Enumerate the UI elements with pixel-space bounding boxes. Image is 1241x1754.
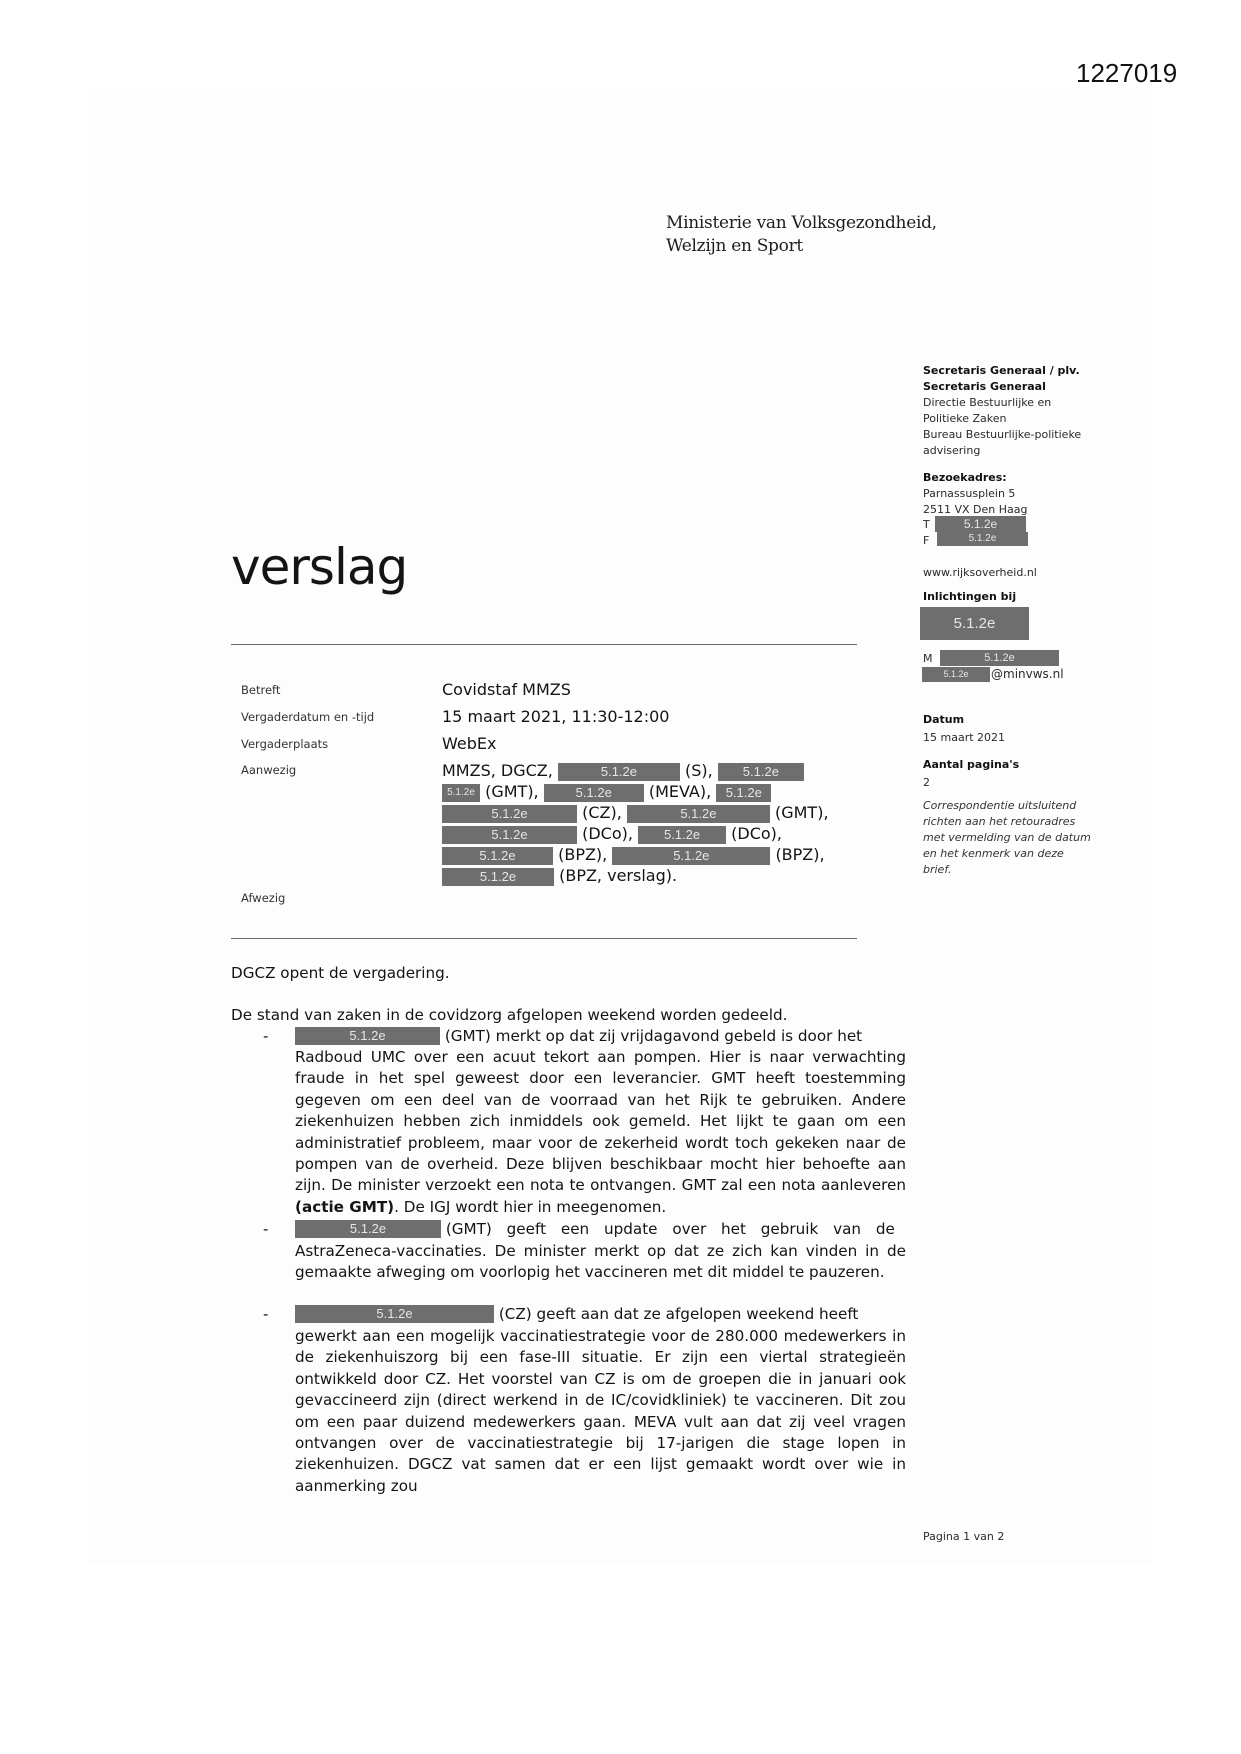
bullet-dash: - [263,1220,269,1238]
redaction-attendee: 5.1.2e [627,805,770,823]
redaction-phone: 5.1.2e [935,516,1026,532]
fax-label: F [923,534,930,547]
redaction-email-user: 5.1.2e [922,667,990,682]
redaction-attendee: 5.1.2e [442,868,554,886]
redaction-attendee: 5.1.2e [442,847,553,865]
notice-line: Correspondentie uitsluitend [923,799,1077,812]
redaction-attendee: 5.1.2e [716,784,771,802]
label-absent: Afwezig [241,891,286,905]
present-line-3 [442,803,829,823]
page-indicator: Pagina 1 van 2 [923,1530,1005,1543]
redaction-contact-name: 5.1.2e [920,607,1029,640]
address-line: 2511 VX Den Haag [923,503,1028,516]
present-text: (GMT), [774,803,829,822]
item-3-first-line [295,1305,858,1323]
dept-heading-1: Secretaris Generaal / plv. [923,364,1080,377]
mobile-row [923,651,933,667]
redaction-attendee: 5.1.2e [442,784,480,802]
date-heading: Datum [923,713,965,726]
item-text: (GMT) merkt op dat zij vrijdagavond gebeld is door het [444,1027,863,1045]
present-text: (MEVA), [648,782,712,801]
present-text: (DCo), [582,824,633,843]
present-text: (CZ), [582,803,622,822]
pages-heading: Aantal pagina's [923,758,1020,771]
divider-top [231,644,857,645]
item-text: Radboud UMC over een acuut tekort aan pompen. Hier is naar verwachting fraude in het spel geweest door een leverancier. GMT heeft toestemming gegeven om een deel van de voorraad van het Rijk te gebruiken. Andere ziekenhuizen hebben zich inmiddels ook gemeld. Het lijkt te gaan om een administratief probleem, maar voor de zekerheid wordt toch gekeken naar de pompen van de overheid. Deze blijven beschikbaar mocht hier behoefte aan zijn. De minister verzoekt een nota te ontvangen. GMT zal een nota aanleveren [295,1048,906,1195]
fax-row [923,533,929,549]
redaction-attendee: 5.1.2e [558,763,680,781]
dept-line: advisering [923,444,981,457]
phone-label: T [923,518,930,531]
item-2-body [295,1241,906,1284]
dept-line: Bureau Bestuurlijke-politieke [923,428,1082,441]
email-domain: @minvws.nl [991,667,1064,681]
bullet-dash: - [263,1305,269,1323]
present-text: (GMT), [485,782,539,801]
item-text: AstraZeneca-vaccinaties. De minister merkt op dat ze zich kan vinden in de gemaakte afweging om voorlopig het vaccineren met dit middel te pauzeren. [295,1242,906,1282]
present-text: (S), [685,761,713,780]
present-text: (BPZ), [775,845,825,864]
label-present: Aanwezig [241,763,297,777]
bullet-dash: - [263,1027,269,1045]
present-text: (BPZ), [558,845,608,864]
redaction-fax: 5.1.2e [937,532,1028,546]
notice-line: en het kenmerk van deze [923,847,1064,860]
redaction-attendee: 5.1.2e [612,847,770,865]
intro-line: De stand van zaken in de covidzorg afgelopen weekend worden gedeeld. [231,1006,788,1024]
notice-line: richten aan het retouradres [923,815,1076,828]
redaction-speaker: 5.1.2e [295,1305,494,1323]
ministry-line-1: Ministerie van Volksgezondheid, [666,213,937,233]
sidebar-department [923,363,1081,459]
sidebar-address [923,470,1028,518]
label-datetime: Vergaderdatum en -tijd [241,710,375,724]
notice-line: met vermelding van de datum [923,831,1091,844]
notice-line: brief. [923,863,952,876]
value-datetime: 15 maart 2021, 11:30-12:00 [442,707,670,726]
phone-row [923,517,930,533]
ministry-line-2: Welzijn en Sport [666,236,803,256]
redaction-speaker: 5.1.2e [295,1027,440,1045]
present-line-2 [442,782,771,802]
item-text: . De IGJ wordt hier in meegenomen. [394,1197,667,1216]
page-title: verslag [231,538,408,596]
pages-value: 2 [923,776,930,789]
item-text: (GMT) geeft een update over het gebruik van de [445,1220,895,1238]
present-line-5 [442,845,825,865]
label-location: Vergaderplaats [241,737,329,751]
action-label: (actie GMT) [295,1197,395,1216]
document-id: 1227019 [1076,58,1178,88]
present-text: (BPZ, verslag). [559,866,678,885]
ministry-logo-text [666,212,937,258]
item-text: gewerkt aan een mogelijk vaccinatiestrategie voor de 280.000 medewerkers in de ziekenhuiszorg bij een fase-III situatie. Er zijn een viertal strategieën ontwikkeld door CZ. Het voorstel van CZ is om de groepen die in januari ook gevaccineerd zijn (direct werkend in de IC/covidkliniek) te vaccineren. Dit zou om een paar duizend medewerkers gaan. MEVA vult aan dat zij veel vragen ontvangen over de vaccinatiestrategie bij 17-jarigen die stage lopen in ziekenhuizen. DGCZ vat samen dat er een lijst gemaakt wordt over wie in aanmerking zou [295,1327,906,1495]
item-text: (CZ) geeft aan dat ze afgelopen weekend heeft [498,1305,859,1323]
present-text: MMZS, DGCZ, [442,761,553,780]
redaction-mobile: 5.1.2e [940,650,1059,666]
present-line-1 [442,761,804,781]
opening-line: DGCZ opent de vergadering. [231,964,450,982]
item-3-body [295,1326,906,1497]
dept-line: Politieke Zaken [923,412,1007,425]
redaction-attendee: 5.1.2e [442,826,577,844]
item-1-first-line [295,1027,862,1045]
value-subject: Covidstaf MMZS [442,680,571,699]
present-text: (DCo), [731,824,782,843]
divider-bottom [231,938,857,939]
redaction-attendee: 5.1.2e [638,826,726,844]
info-heading [923,589,1016,605]
info-heading-text: Inlichtingen bij [923,590,1017,603]
value-location: WebEx [442,734,497,753]
date-value: 15 maart 2021 [923,731,1006,744]
pages-block [923,757,1019,791]
redaction-attendee: 5.1.2e [442,805,577,823]
correspondence-notice [923,798,1091,878]
present-line-4 [442,824,782,844]
redaction-attendee: 5.1.2e [718,763,804,781]
dept-line: Directie Bestuurlijke en [923,396,1052,409]
address-line: Parnassusplein 5 [923,487,1016,500]
item-2-first-line [295,1220,906,1238]
date-block [923,712,1005,746]
dept-heading-2: Secretaris Generaal [923,380,1046,393]
address-heading: Bezoekadres: [923,471,1007,484]
mobile-label: M [923,652,933,665]
label-subject: Betreft [241,683,281,697]
redaction-attendee: 5.1.2e [544,784,644,802]
present-line-6 [442,866,677,886]
website: www.rijksoverheid.nl [923,566,1037,579]
item-1-body [295,1047,906,1218]
redaction-speaker: 5.1.2e [295,1220,441,1238]
